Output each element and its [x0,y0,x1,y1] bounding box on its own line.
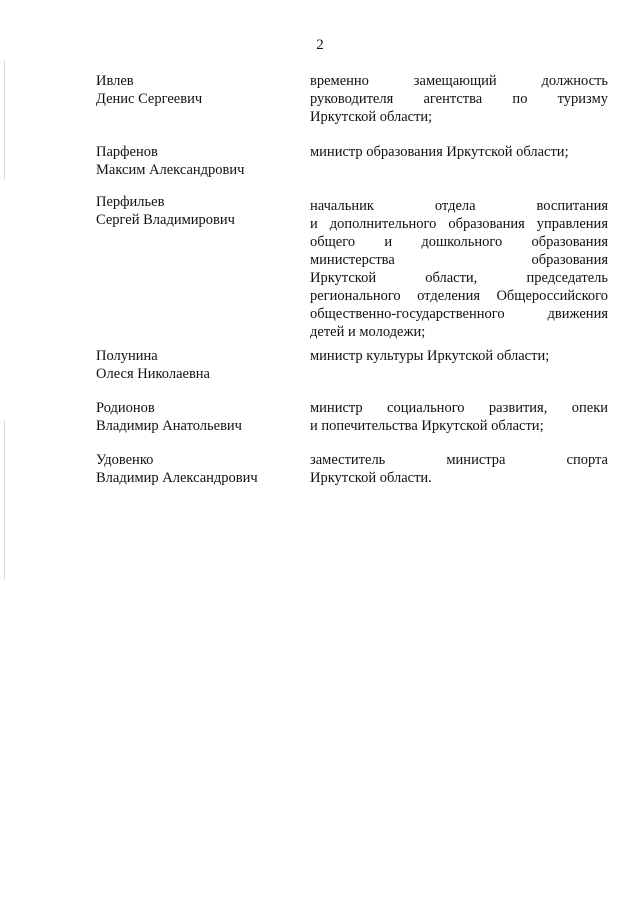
member-position [310,399,608,435]
position-line: заместитель министра спорта [310,452,608,468]
member-given-names: Владимир Александрович [96,470,258,486]
member-entry [0,451,640,486]
position-line: министерства образования [310,252,608,268]
member-name [96,451,296,487]
position-line: временно замещающий должность [310,73,608,89]
position-line: министр социального развития, опеки [310,400,608,416]
position-line: министр культуры Иркутской области; [310,348,550,364]
member-name [96,399,296,435]
member-position [310,347,608,365]
member-given-names: Денис Сергеевич [96,91,203,107]
scan-edge-mark [4,420,5,580]
member-position [310,451,608,487]
member-position [310,72,608,126]
position-line: общественно-государственного движения [310,306,608,322]
scan-edge-mark [4,60,5,180]
position-line: начальник отдела воспитания [310,198,608,214]
member-given-names: Максим Александрович [96,162,245,178]
member-position [310,143,608,161]
member-entry [0,72,640,125]
position-line: детей и молодежи; [310,324,426,340]
member-name [96,143,296,179]
position-line: Иркутской области. [310,470,432,486]
position-line: министр образования Иркутской области; [310,144,569,160]
position-line: и попечительства Иркутской области; [310,418,544,434]
member-entry [0,143,640,178]
position-line: общего и дошкольного образования [310,234,608,250]
member-surname: Перфильев [96,194,165,210]
position-line: руководителя агентства по туризму [310,91,608,107]
member-name [96,72,296,108]
member-name [96,347,296,383]
member-entry [0,193,640,340]
member-position [310,197,608,341]
member-given-names: Олеся Николаевна [96,366,210,382]
position-line: и дополнительного образования управления [310,216,608,232]
position-line: Иркутской области, председатель [310,270,608,286]
position-line: Иркутской области; [310,109,433,125]
member-surname: Парфенов [96,144,158,160]
member-name [96,193,296,229]
member-given-names: Сергей Владимирович [96,212,235,228]
member-surname: Удовенко [96,452,154,468]
member-entry [0,347,640,382]
member-surname: Полунина [96,348,158,364]
page-number: 2 [316,37,324,53]
member-surname: Ивлев [96,73,134,89]
member-entry [0,399,640,434]
member-surname: Родионов [96,400,155,416]
member-given-names: Владимир Анатольевич [96,418,242,434]
position-line: регионального отделения Общероссийского [310,288,608,304]
